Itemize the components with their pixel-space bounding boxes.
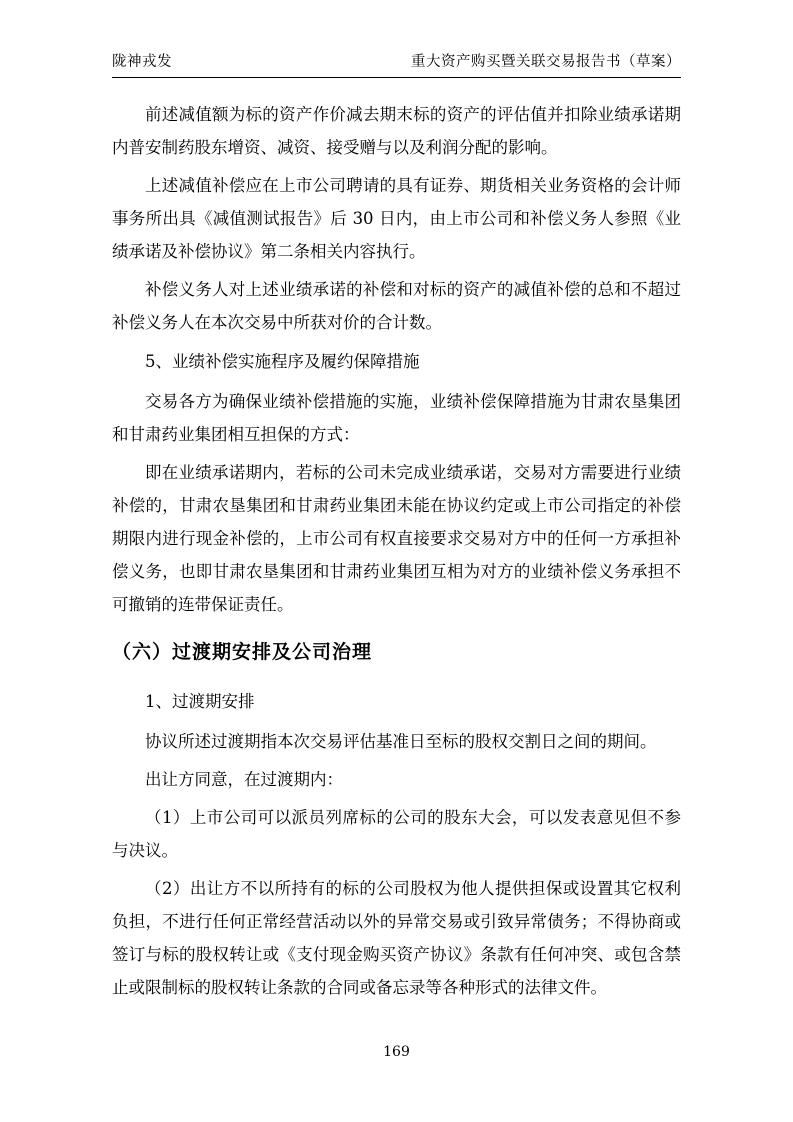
paragraph: 上述减值补偿应在上市公司聘请的具有证券、期货相关业务资格的会计师事务所出具《减值测试报告》后 30 日内，由上市公司和补偿义务人参照《业绩承诺及补偿协议》第二条相关内容执行。 [112,176,681,261]
paragraph: 交易各方为确保业绩补偿措施的实施，业绩补偿保障措施为甘肃农垦集团和甘肃药业集团相互担保的方式： [112,392,681,444]
paragraph: （1）上市公司可以派员列席标的公司的股东大会，可以发表意见但不参与决议。 [112,808,681,860]
paragraph: 出让方同意，在过渡期内： [145,770,343,789]
page-number: 169 [383,1044,410,1060]
document-body [112,98,681,1004]
paragraph: （2）出让方不以所持有的标的公司股权为他人提供担保或设置其它权利负担，不进行任何正常经营活动以外的异常交易或引致异常债务；不得协商或签订与标的股权转让或《支付现金购买资产协议》条款有任何冲突、或包含禁止或限制标的股权转让条款的合同或备忘录等各种形式的法律文件。 [112,879,681,997]
numbered-sub-heading: 5、业绩补偿实施程序及履约保障措施 [145,352,420,371]
header-report-title: 重大资产购买暨关联交易报告书（草案） [411,54,681,70]
paragraph: 前述减值额为标的资产作价减去期末标的资产的评估值并扣除业绩承诺期内普安制药股东增资、减资、接受赠与以及利润分配的影响。 [112,105,681,157]
paragraph: 补偿义务人对上述业绩承诺的补偿和对标的资产的减值补偿的总和不超过补偿义务人在本次交易中所获对价的合计数。 [112,280,681,332]
numbered-sub-heading: 1、过渡期安排 [145,692,255,711]
paragraph: 协议所述过渡期指本次交易评估基准日至标的股权交割日之间的期间。 [145,732,657,751]
paragraph: 即在业绩承诺期内，若标的公司未完成业绩承诺，交易对方需要进行业绩补偿的，甘肃农垦集团和甘肃药业集团未能在协议约定或上市公司指定的补偿期限内进行现金补偿的，上市公司有权直接要求交易对方中的任何一方承担补偿义务，也即甘肃农垦集团和甘肃药业集团互相为对方的业绩补偿义务承担不可撤销的连带保证责任。 [112,463,681,614]
header-company-name: 陇神戎发 [112,54,172,70]
page-header [112,50,681,78]
section-heading: （六）过渡期安排及公司治理 [112,641,373,663]
